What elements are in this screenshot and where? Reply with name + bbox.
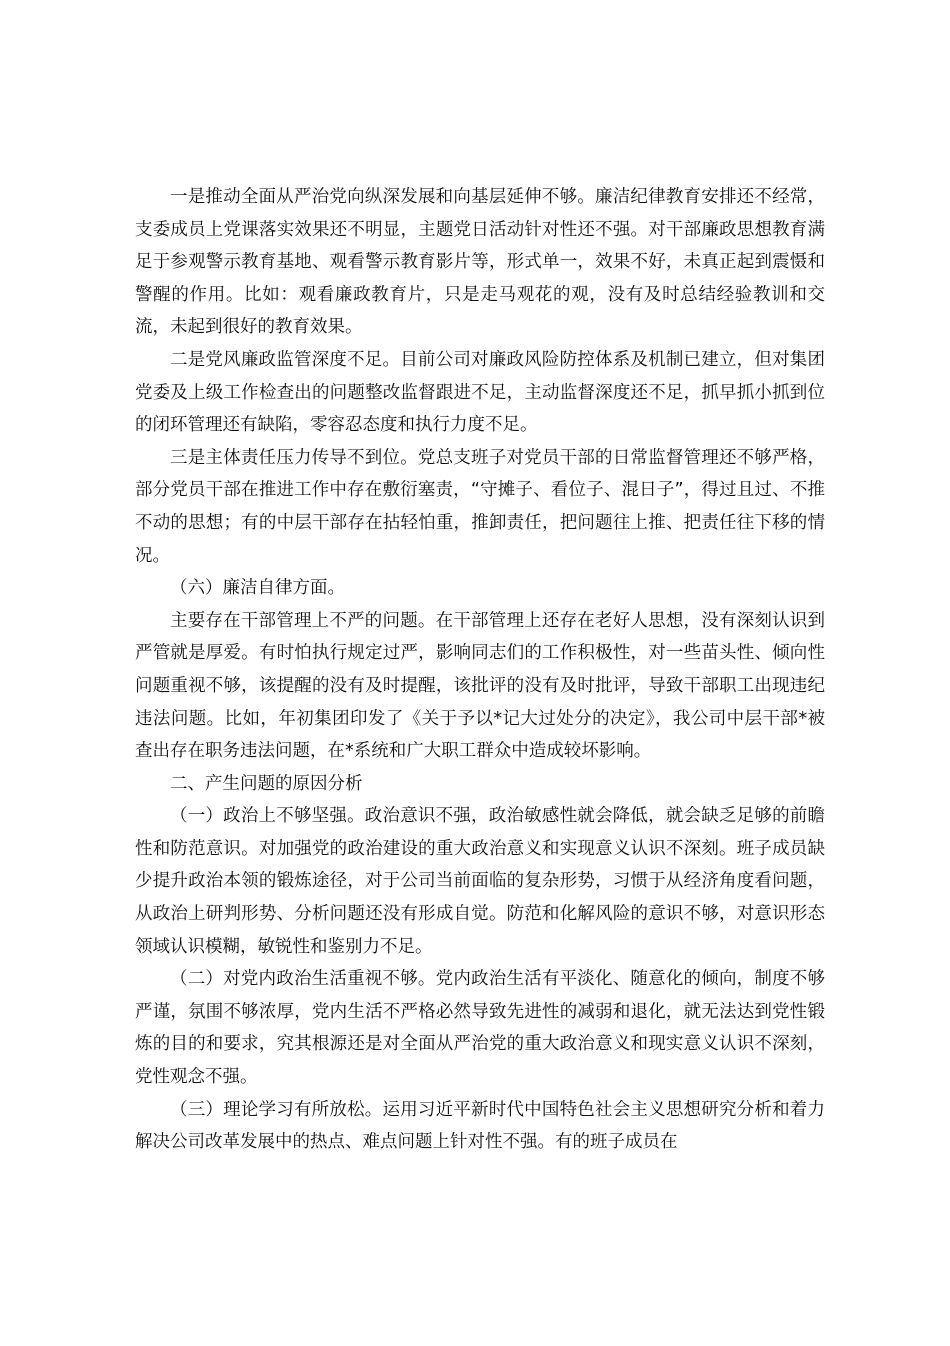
- paragraph-integrity-oversight: 二是党风廉政监管深度不足。目前公司对廉政风险防控体系及机制已建立，但对集团党委及上级工作检查出的问题整改监督跟进不足，主动监督深度还不足，抓早抓小抓到位的闭环管理还有缺陷，零容忍态度和执行力度不足。: [135, 349, 825, 436]
- paragraph-political-firmness: （一）政治上不够坚强。政治意识不强，政治敏感性就会降低，就会缺乏足够的前瞻性和防范意识。对加强党的政治建设的重大政治意义和实现意义认识不深刻。班子成员缺少提升政治本领的锻炼途径，对于公司当前面临的复杂形势，习惯于从经济角度看问题，从政治上研判形势、分析问题还没有形成自觉。防范和化解风险的意识不够，对意识形态领域认识模糊，敏锐性和鉴别力不足。: [135, 806, 825, 957]
- paragraph-theory-study: （三）理论学习有所放松。运用习近平新时代中国特色社会主义思想研究分析和着力解决公司改革发展中的热点、难点问题上针对性不强。有的班子成员在: [135, 1099, 825, 1153]
- paragraph-party-political-life: （二）对党内政治生活重视不够。党内政治生活有平淡化、随意化的倾向，制度不够严谨，氛围不够浓厚，党内生活不严格必然导致先进性的减弱和退化，就无法达到党性锻炼的目的和要求，究其根源还是对全面从严治党的重大政治意义和现实意义认识不深刻，党性观念不强。: [135, 969, 825, 1088]
- section-heading-self-discipline: （六）廉洁自律方面。: [170, 578, 345, 599]
- document-body: [135, 181, 825, 1159]
- section-heading-cause-analysis: 二、产生问题的原因分析: [170, 773, 363, 794]
- paragraph-cadre-management: 主要存在干部管理上不严的问题。在干部管理上还存在老好人思想，没有深刻认识到严管就是厚爱。有时怕执行规定过严，影响同志们的工作积极性，对一些苗头性、倾向性问题重视不够，该提醒的没有及时提醒，该批评的没有及时批评，导致干部职工出现违纪违法问题。比如，年初集团印发了《关于予以*记大过处分的决定》，我公司中层干部*被查出存在职务违法问题，在*系统和广大职工群众中造成较坏影响。: [135, 610, 825, 762]
- paragraph-supervision-extension: 一是推动全面从严治党向纵深发展和向基层延伸不够。廉洁纪律教育安排还不经常，支委成员上党课落实效果还不明显，主题党日活动针对性还不强。对干部廉政思想教育满足于参观警示教育基地、观看警示教育影片等，形式单一，效果不好，未真正起到震慑和警醒的作用。比如：观看廉政教育片，只是走马观花的观，没有及时总结经验教训和交流，未起到很好的教育效果。: [135, 187, 825, 338]
- paragraph-responsibility-pressure: 三是主体责任压力传导不到位。党总支班子对党员干部的日常监督管理还不够严格，部分党员干部在推进工作中存在敷衍塞责，“守摊子、看位子、混日子”，得过且过、不推不动的思想；有的中层干部存在拈轻怕重，推卸责任，把问题往上推、把责任往下移的情况。: [135, 447, 825, 566]
